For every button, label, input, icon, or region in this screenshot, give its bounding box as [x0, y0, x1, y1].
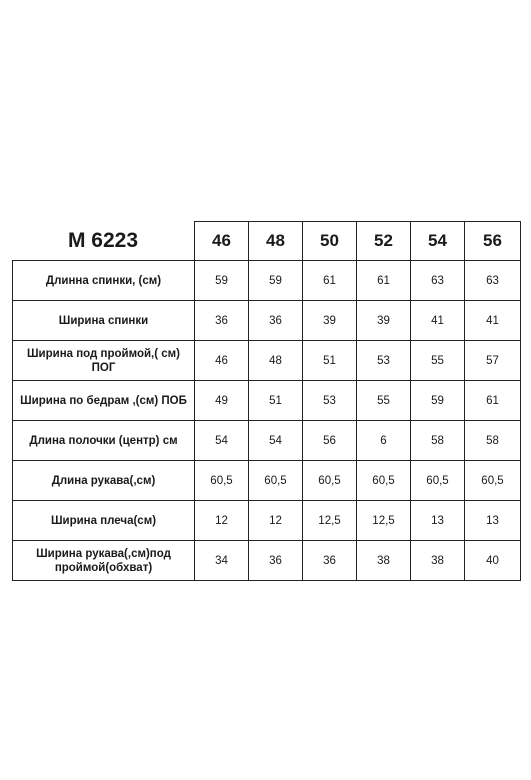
size-table: [12, 221, 521, 581]
value-cell: 63: [465, 261, 521, 301]
value-cell: 53: [357, 341, 411, 381]
value-cell: 58: [411, 421, 465, 461]
value-cell: 12: [195, 501, 249, 541]
value-cell: 51: [303, 341, 357, 381]
value-cell: 60,5: [357, 461, 411, 501]
corner-cell: [13, 222, 195, 261]
value-cell: 36: [249, 301, 303, 341]
value-cell: 49: [195, 381, 249, 421]
table-row: [13, 341, 521, 381]
parameter-label: Ширина спинки: [13, 301, 195, 341]
value-cell: 36: [303, 541, 357, 581]
table-row: [13, 541, 521, 581]
value-cell: 54: [195, 421, 249, 461]
size-header-cell: 48: [249, 222, 303, 261]
value-cell: 55: [411, 341, 465, 381]
value-cell: 60,5: [411, 461, 465, 501]
parameter-label: Ширина плеча(см): [13, 501, 195, 541]
parameter-label: Ширина рукава(,см)под проймой(обхват): [13, 541, 195, 581]
value-cell: 59: [249, 261, 303, 301]
parameter-label: Длина полочки (центр) см: [13, 421, 195, 461]
table-row: [13, 461, 521, 501]
parameter-label: Ширина по бедрам ,(см) ПОБ: [13, 381, 195, 421]
size-header-cell: 56: [465, 222, 521, 261]
value-cell: 12: [249, 501, 303, 541]
table-row: [13, 301, 521, 341]
table-row: [13, 261, 521, 301]
value-cell: 38: [357, 541, 411, 581]
size-header-row: [13, 222, 521, 261]
value-cell: 60,5: [303, 461, 357, 501]
value-cell: 40: [465, 541, 521, 581]
value-cell: 12,5: [303, 501, 357, 541]
value-cell: 56: [303, 421, 357, 461]
value-cell: 46: [195, 341, 249, 381]
value-cell: 53: [303, 381, 357, 421]
value-cell: 61: [303, 261, 357, 301]
table-row: [13, 421, 521, 461]
size-header-cell: 50: [303, 222, 357, 261]
value-cell: 60,5: [195, 461, 249, 501]
value-cell: 41: [411, 301, 465, 341]
value-cell: 6: [357, 421, 411, 461]
value-cell: 13: [411, 501, 465, 541]
value-cell: 58: [465, 421, 521, 461]
value-cell: 61: [357, 261, 411, 301]
size-header-cell: 46: [195, 222, 249, 261]
value-cell: 59: [195, 261, 249, 301]
value-cell: 13: [465, 501, 521, 541]
value-cell: 34: [195, 541, 249, 581]
value-cell: 38: [411, 541, 465, 581]
value-cell: 48: [249, 341, 303, 381]
table-row: [13, 381, 521, 421]
parameter-label: Ширина под проймой,( см) ПОГ: [13, 341, 195, 381]
size-header-cell: 52: [357, 222, 411, 261]
value-cell: 12,5: [357, 501, 411, 541]
value-cell: 39: [303, 301, 357, 341]
value-cell: 60,5: [249, 461, 303, 501]
parameter-label: Длина рукава(,см): [13, 461, 195, 501]
value-cell: 36: [195, 301, 249, 341]
value-cell: 63: [411, 261, 465, 301]
size-header-cell: 54: [411, 222, 465, 261]
value-cell: 61: [465, 381, 521, 421]
parameter-label: Длинна спинки, (см): [13, 261, 195, 301]
value-cell: 54: [249, 421, 303, 461]
value-cell: 36: [249, 541, 303, 581]
value-cell: 55: [357, 381, 411, 421]
model-title: М 6223: [67, 229, 139, 252]
value-cell: 39: [357, 301, 411, 341]
value-cell: 41: [465, 301, 521, 341]
value-cell: 59: [411, 381, 465, 421]
table-row: [13, 501, 521, 541]
value-cell: 57: [465, 341, 521, 381]
value-cell: 60,5: [465, 461, 521, 501]
value-cell: 51: [249, 381, 303, 421]
